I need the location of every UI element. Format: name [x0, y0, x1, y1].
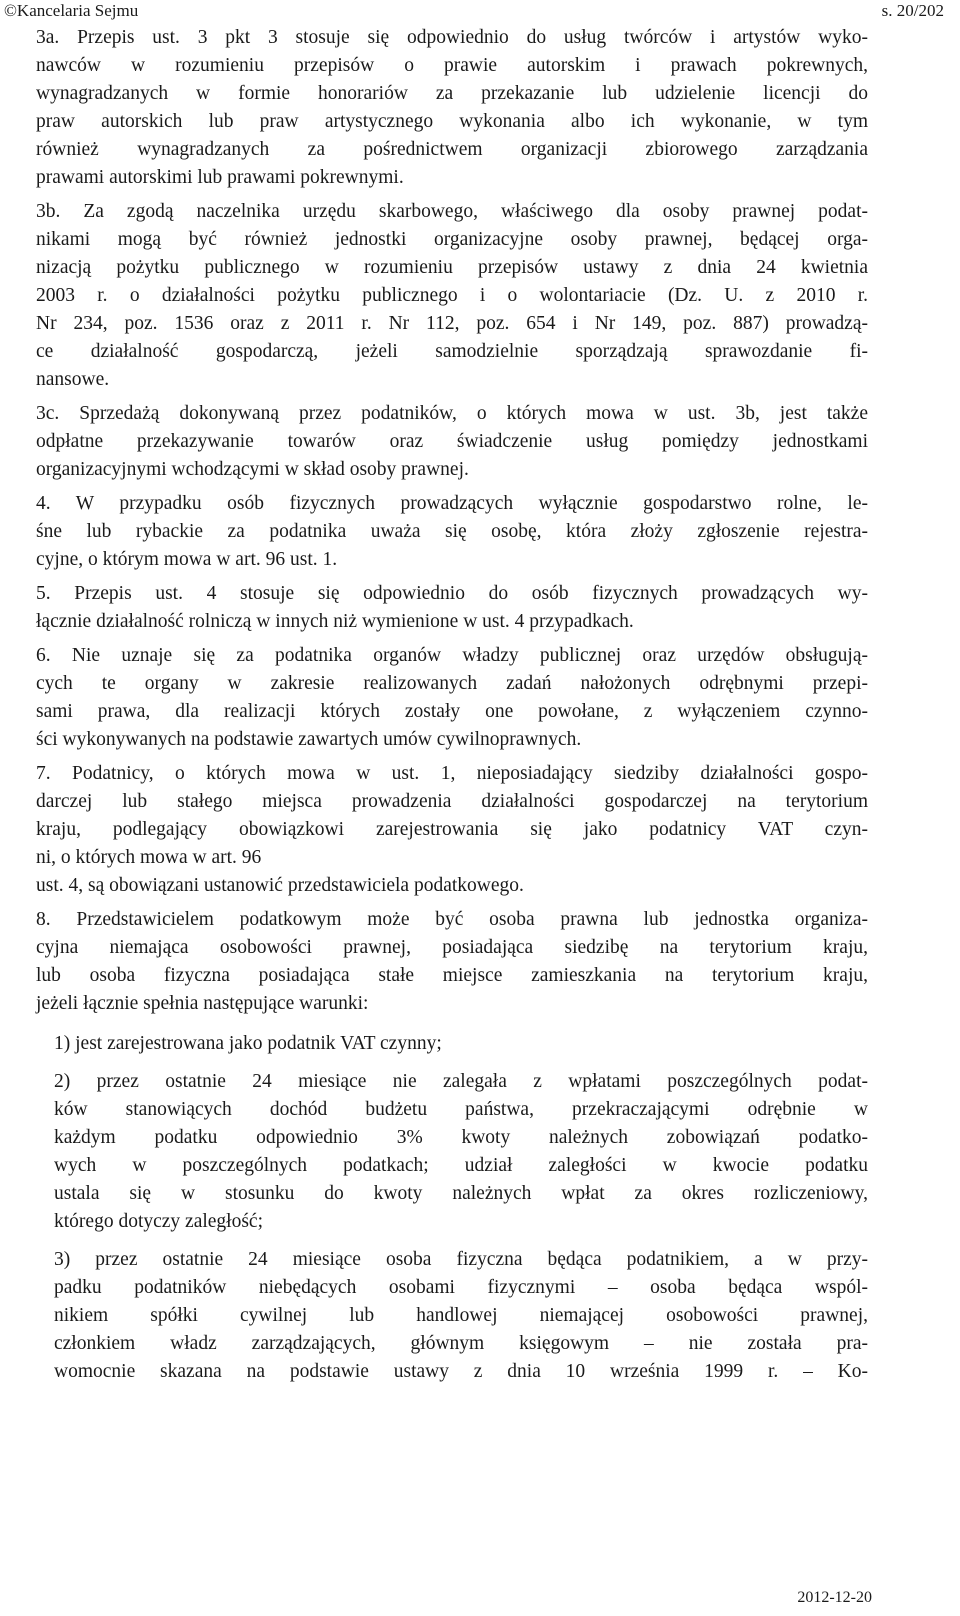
- paragraph-7: [36, 760, 868, 900]
- text-line: 3c. Sprzedażą dokonywaną przez podatników, o których mowa w ust. 3b, jest także: [36, 403, 868, 424]
- text-line: każdym podatku odpowiednio 3% kwoty należnych zobowiązań podatko-: [54, 1127, 868, 1148]
- document-body: [36, 24, 868, 1396]
- text-line: darczej lub stałego miejsca prowadzenia działalności gospodarczej na terytorium: [36, 791, 868, 812]
- text-line: womocnie skazana na podstawie ustawy z dnia 10 września 1999 r. – Ko-: [54, 1361, 868, 1382]
- text-line: nikami mogą być również jednostki organizacyjne osoby prawnej, będącej orga-: [36, 229, 868, 250]
- text-line: 5. Przepis ust. 4 stosuje się odpowiednio do osób fizycznych prowadzących wy-: [36, 583, 868, 604]
- text-line: lub osoba fizyczna posiadająca stałe miejsce zamieszkania na terytorium kraju,: [36, 965, 868, 986]
- condition-3: [36, 1246, 868, 1386]
- text-line: praw autorskich lub praw artystycznego wykonania albo ich wykonanie, w tym: [36, 111, 868, 132]
- text-line: 1) jest zarejestrowana jako podatnik VAT czynny;: [54, 1033, 442, 1054]
- text-line: członkiem władz zarządzających, głównym księgowym – nie została pra-: [54, 1333, 868, 1354]
- text-line: 2) przez ostatnie 24 miesiące nie zalegała z wpłatami poszczególnych podat-: [54, 1071, 868, 1092]
- text-line: również wynagradzanych za pośrednictwem organizacji zbiorowego zarządzania: [36, 139, 868, 160]
- text-line: sami prawa, dla realizacji których zostały one powołane, z wyłączeniem czynno-: [36, 701, 868, 722]
- text-line: odpłatne przekazywanie towarów oraz świadczenie usług pomiędzy jednostkami: [36, 431, 868, 452]
- text-line: cyjna niemająca osobowości prawnej, posiadająca siedzibę na terytorium kraju,: [36, 937, 868, 958]
- header-copyright: ©Kancelaria Sejmu: [4, 1, 139, 20]
- page-number: s. 20/202: [881, 1, 944, 20]
- paragraph-8: [36, 906, 868, 1018]
- text-line: 6. Nie uznaje się za podatnika organów władzy publicznej oraz urzędów obsługują-: [36, 645, 868, 666]
- text-line: Nr 234, poz. 1536 oraz z 2011 r. Nr 112, poz. 654 i Nr 149, poz. 887) prowadzą-: [36, 313, 868, 334]
- text-line: prawami autorskimi lub prawami pokrewnymi.: [36, 167, 404, 188]
- text-line: 7. Podatnicy, o których mowa w ust. 1, nieposiadający siedziby działalności gospo-: [36, 763, 868, 784]
- paragraph-3c: [36, 400, 868, 484]
- text-line: 4. W przypadku osób fizycznych prowadzących wyłącznie gospodarstwo rolne, le-: [36, 493, 868, 514]
- text-line: ce działalność gospodarczą, jeżeli samodzielnie sporządzają sprawozdanie fi-: [36, 341, 868, 362]
- text-line: cyjne, o którym mowa w art. 96 ust. 1.: [36, 549, 338, 570]
- text-line: jeżeli łącznie spełnia następujące warunki:: [36, 993, 369, 1014]
- text-line: 2003 r. o działalności pożytku publicznego i o wolontariacie (Dz. U. z 2010 r.: [36, 285, 868, 306]
- condition-2: [36, 1068, 868, 1236]
- text-line: 8. Przedstawicielem podatkowym może być osoba prawna lub jednostka organiza-: [36, 909, 868, 930]
- text-line: ni, o których mowa w art. 96: [36, 847, 262, 868]
- text-line: 3a. Przepis ust. 3 pkt 3 stosuje się odpowiednio do usług twórców i artystów wyko-: [36, 27, 868, 48]
- text-line: łącznie działalność rolniczą w innych niż wymienione w ust. 4 przypadkach.: [36, 611, 634, 632]
- text-line: ust. 4, są obowiązani ustanowić przedstawiciela podatkowego.: [36, 875, 524, 896]
- text-line: którego dotyczy zaległość;: [54, 1211, 264, 1232]
- text-line: ustala się w stosunku do kwoty należnych wpłat za okres rozliczeniowy,: [54, 1183, 868, 1204]
- paragraph-4: [36, 490, 868, 574]
- paragraph-5: [36, 580, 868, 636]
- paragraph-6: [36, 642, 868, 754]
- text-line: wych w poszczególnych podatkach; udział zaległości w kwocie podatku: [54, 1155, 868, 1176]
- footer-date: 2012-12-20: [797, 1589, 872, 1606]
- text-line: cych te organy w zakresie realizowanych zadań nałożonych odrębnymi przepi-: [36, 673, 868, 694]
- condition-1: [36, 1030, 868, 1058]
- text-line: 3b. Za zgodą naczelnika urzędu skarbowego, właściwego dla osoby prawnej podat-: [36, 201, 868, 222]
- text-line: ków stanowiących dochód budżetu państwa, przekraczającymi odrębnie w: [54, 1099, 868, 1120]
- text-line: ści wykonywanych na podstawie zawartych umów cywilnoprawnych.: [36, 729, 582, 750]
- text-line: wynagradzanych w formie honorariów za przekazanie lub udzielenie licencji do: [36, 83, 868, 104]
- text-line: kraju, podlegający obowiązkowi zarejestrowania się jako podatnicy VAT czyn-: [36, 819, 868, 840]
- paragraph-3a: [36, 24, 868, 192]
- text-line: nikiem spółki cywilnej lub handlowej niemającej osobowości prawnej,: [54, 1305, 868, 1326]
- text-line: 3) przez ostatnie 24 miesiące osoba fizyczna będąca podatnikiem, a w przy-: [54, 1249, 868, 1270]
- text-line: nansowe.: [36, 369, 110, 390]
- text-line: padku podatników niebędących osobami fizycznymi – osoba będąca wspól-: [54, 1277, 868, 1298]
- text-line: organizacyjnymi wchodzącymi w skład osoby prawnej.: [36, 459, 469, 480]
- text-line: śne lub rybackie za podatnika uważa się osobę, która złoży zgłoszenie rejestra-: [36, 521, 868, 542]
- text-line: nawców w rozumieniu przepisów o prawie autorskim i prawach pokrewnych,: [36, 55, 868, 76]
- paragraph-3b: [36, 198, 868, 394]
- text-line: nizacją pożytku publicznego w rozumieniu przepisów ustawy z dnia 24 kwietnia: [36, 257, 868, 278]
